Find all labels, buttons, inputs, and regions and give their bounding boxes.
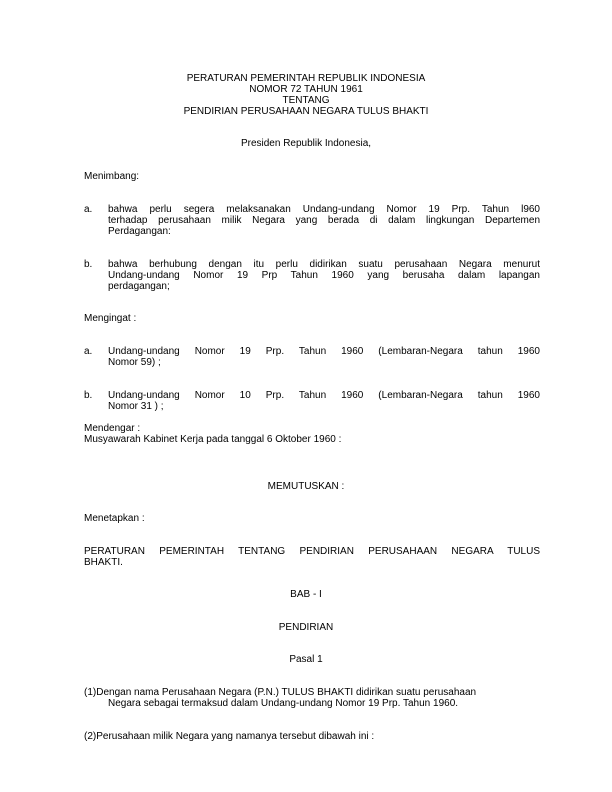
menetapkan-heading: Menetapkan : <box>84 513 145 524</box>
menimbang-item-a-line-1: bahwa perlu segera melaksanakan Undang-undang Nomor 19 Prp. Tahun l960 <box>108 204 540 215</box>
mengingat-heading: Mengingat : <box>84 313 137 324</box>
mengingat-item-a-label: a. <box>84 346 93 357</box>
mendengar-text: Musyawarah Kabinet Kerja pada tanggal 6 Oktober 1960 : <box>84 434 342 445</box>
title-line-3: TENTANG <box>282 95 330 106</box>
menimbang-item-a-line-2: terhadap perusahaan milik Negara yang berada di dalam lingkungan Departemen <box>108 215 540 226</box>
decision-heading: MEMUTUSKAN : <box>267 481 345 492</box>
article-clause-1-line-1: (1)Dengan nama Perusahaan Negara (P.N.) TULUS BHAKTI didirikan suatu perusahaan <box>84 687 477 698</box>
president-line: Presiden Republik Indonesia, <box>240 138 372 149</box>
mengingat-item-b-line-2: Nomor 31 ) ; <box>108 401 164 412</box>
chapter-number: BAB - I <box>290 589 322 600</box>
menimbang-item-b-label: b. <box>84 259 93 270</box>
mengingat-item-a-line-2: Nomor 59) ; <box>108 357 161 368</box>
menimbang-heading: Menimbang: <box>84 171 140 182</box>
title-line-2: NOMOR 72 TAHUN 1961 <box>249 84 363 95</box>
article-title: Pasal 1 <box>289 654 323 665</box>
chapter-title: PENDIRIAN <box>278 622 334 633</box>
mendengar-heading: Mendengar : <box>84 423 141 434</box>
article-clause-2-line-1: (2)Perusahaan milik Negara yang namanya tersebut dibawah ini : <box>84 731 375 742</box>
mengingat-item-b-line-1: Undang-undang Nomor 10 Prp. Tahun 1960 (Lembaran-Negara tahun 1960 <box>108 390 540 401</box>
title-line-1: PERATURAN PEMERINTAH REPUBLIK INDONESIA <box>186 73 426 84</box>
menimbang-item-a-label: a. <box>84 204 93 215</box>
menimbang-item-a-line-3: Perdagangan: <box>108 226 171 237</box>
mengingat-item-a-line-1: Undang-undang Nomor 19 Prp. Tahun 1960 (Lembaran-Negara tahun 1960 <box>108 346 540 357</box>
menetapkan-line-1: PERATURAN PEMERINTAH TENTANG PENDIRIAN PERUSAHAAN NEGARA TULUS <box>84 546 540 557</box>
menimbang-item-b-line-2: Undang-undang Nomor 19 Prp Tahun 1960 yang berusaha dalam lapangan <box>108 270 540 281</box>
title-line-4: PENDIRIAN PERUSAHAAN NEGARA TULUS BHAKTI <box>183 106 429 117</box>
article-clause-1-line-2: Negara sebagai termaksud dalam Undang-undang Nomor 19 Prp. Tahun 1960. <box>108 698 459 709</box>
mengingat-item-b-label: b. <box>84 390 93 401</box>
menimbang-item-b-line-1: bahwa berhubung dengan itu perlu didirikan suatu perusahaan Negara menurut <box>108 259 540 270</box>
menimbang-item-b-line-3: perdagangan; <box>108 281 170 292</box>
menetapkan-line-2: BHAKTI. <box>84 557 123 568</box>
